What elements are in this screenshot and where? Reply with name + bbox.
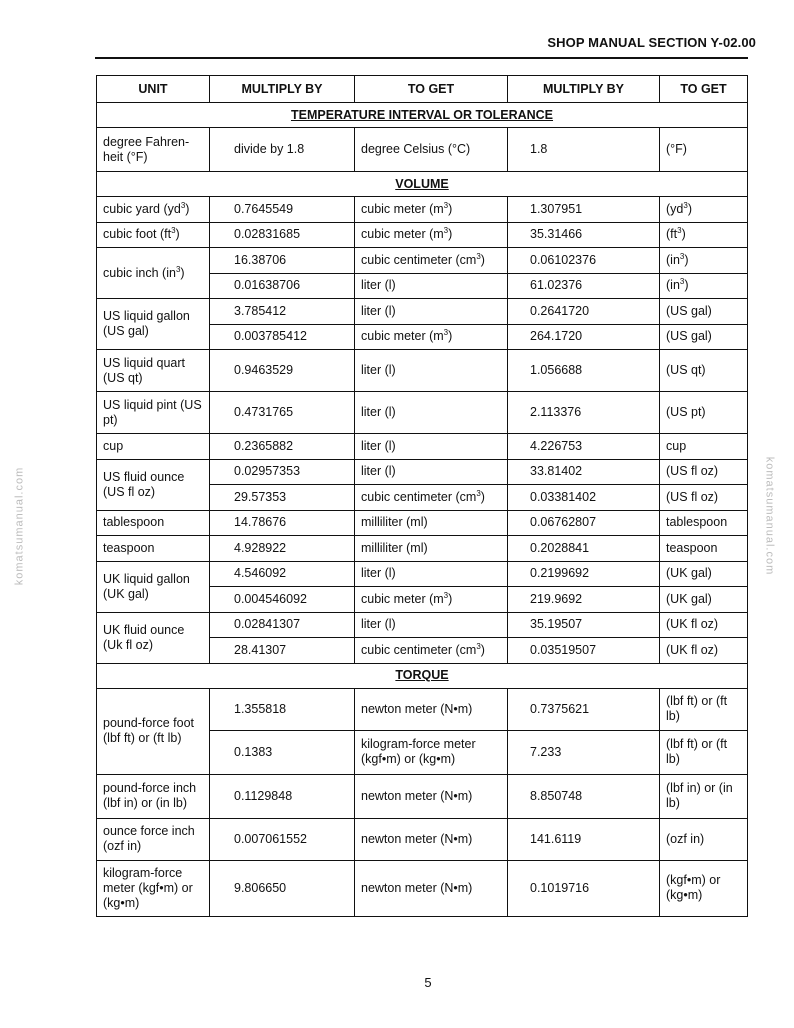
cell-to-get-2: $(in^3)$ — [660, 248, 748, 274]
cell-to-get-2: (US gal) — [660, 299, 748, 325]
cell-to-get: cubic meter $(m^3)$ — [355, 587, 508, 613]
section-header-row — [97, 663, 748, 688]
cell-multiply-by: 0.7645549 — [210, 197, 355, 223]
cell-to-get-2: $(yd^3)$ — [660, 197, 748, 223]
cell-multiply-by-2: 35.19507 — [508, 612, 660, 638]
table-row — [97, 434, 748, 460]
cell-multiply-by: 0.1383 — [210, 730, 355, 774]
cell-to-get-2: (lbf ft) or (ft lb) — [660, 730, 748, 774]
table-row — [97, 350, 748, 392]
watermark-right: komatsumanual.com — [763, 456, 776, 576]
cell-multiply-by: 0.01638706 — [210, 273, 355, 299]
cell-multiply-by-2: 33.81402 — [508, 459, 660, 485]
cell-unit: US liquid pint (US pt) — [97, 392, 210, 434]
cell-to-get: liter (l) — [355, 273, 508, 299]
cell-unit: UK fluid ounce (Uk fl oz) — [97, 612, 210, 663]
table-row — [97, 688, 748, 730]
cell-to-get: cubic meter $(m^3)$ — [355, 324, 508, 350]
table-row — [97, 197, 748, 223]
cell-multiply-by-2: 264.1720 — [508, 324, 660, 350]
page-header-title: SHOP MANUAL SECTION Y-02.00 — [547, 35, 756, 50]
cell-unit: tablespoon — [97, 510, 210, 536]
cell-unit: US fluid ounce (US fl oz) — [97, 459, 210, 510]
cell-to-get-2: (UK fl oz) — [660, 638, 748, 664]
cell-unit: pound-force foot (lbf ft) or (ft lb) — [97, 688, 210, 774]
column-header-to-get: TO GET — [355, 76, 508, 103]
cell-multiply-by: 0.1129848 — [210, 774, 355, 818]
cell-multiply-by-2: 1.8 — [508, 128, 660, 172]
cell-multiply-by-2: 219.9692 — [508, 587, 660, 613]
cell-to-get: liter (l) — [355, 561, 508, 587]
cell-to-get-2: (lbf ft) or (ft lb) — [660, 688, 748, 730]
cell-multiply-by-2: 1.307951 — [508, 197, 660, 223]
cell-multiply-by-2: 35.31466 — [508, 222, 660, 248]
cell-to-get: newton meter (N•m) — [355, 860, 508, 916]
table-row — [97, 510, 748, 536]
cell-unit: cup — [97, 434, 210, 460]
cell-multiply-by-2: 0.2641720 — [508, 299, 660, 325]
cell-to-get: milliliter (ml) — [355, 536, 508, 562]
cell-to-get-2: (US gal) — [660, 324, 748, 350]
cell-to-get-2: (US fl oz) — [660, 485, 748, 511]
cell-multiply-by: 0.9463529 — [210, 350, 355, 392]
cell-unit: degree Fahren-heit (°F) — [97, 128, 210, 172]
cell-multiply-by: 9.806650 — [210, 860, 355, 916]
cell-multiply-by-2: 4.226753 — [508, 434, 660, 460]
cell-to-get: degree Celsius (°C) — [355, 128, 508, 172]
cell-unit: cubic yard $(yd^3)$ — [97, 197, 210, 223]
section-title: VOLUME — [97, 172, 748, 197]
cell-multiply-by: 1.355818 — [210, 688, 355, 730]
table-header — [97, 76, 748, 103]
cell-unit: pound-force inch (lbf in) or (in lb) — [97, 774, 210, 818]
cell-unit: ounce force inch (ozf in) — [97, 818, 210, 860]
table-row — [97, 222, 748, 248]
cell-to-get: kilogram-force meter (kgf•m) or (kg•m) — [355, 730, 508, 774]
cell-to-get: cubic centimeter $(cm^3)$ — [355, 638, 508, 664]
cell-to-get: cubic centimeter $(cm^3)$ — [355, 485, 508, 511]
cell-multiply-by: 3.785412 — [210, 299, 355, 325]
cell-multiply-by: 0.007061552 — [210, 818, 355, 860]
cell-to-get: milliliter (ml) — [355, 510, 508, 536]
section-header-row — [97, 172, 748, 197]
table-row — [97, 299, 748, 325]
cell-to-get-2: cup — [660, 434, 748, 460]
cell-multiply-by-2: 0.7375621 — [508, 688, 660, 730]
cell-multiply-by-2: 7.233 — [508, 730, 660, 774]
cell-to-get-2: (kgf•m) or (kg•m) — [660, 860, 748, 916]
column-header-multiply-by: MULTIPLY BY — [210, 76, 355, 103]
cell-to-get-2: (US fl oz) — [660, 459, 748, 485]
cell-unit: cubic inch $(in^3)$ — [97, 248, 210, 299]
header-divider — [95, 57, 748, 59]
watermark-left: komatsumanual.com — [13, 466, 26, 586]
cell-unit: UK liquid gallon (UK gal) — [97, 561, 210, 612]
cell-to-get: liter (l) — [355, 434, 508, 460]
cell-to-get-2: (US pt) — [660, 392, 748, 434]
page-number: 5 — [424, 975, 432, 990]
cell-multiply-by: 16.38706 — [210, 248, 355, 274]
cell-multiply-by-2: 8.850748 — [508, 774, 660, 818]
cell-multiply-by: 29.57353 — [210, 485, 355, 511]
table-body — [97, 103, 748, 917]
table-row — [97, 459, 748, 485]
table-row — [97, 818, 748, 860]
cell-to-get-2: $(in^3)$ — [660, 273, 748, 299]
table-row — [97, 561, 748, 587]
cell-to-get: newton meter (N•m) — [355, 774, 508, 818]
table-row — [97, 860, 748, 916]
cell-multiply-by-2: 1.056688 — [508, 350, 660, 392]
cell-multiply-by: 0.4731765 — [210, 392, 355, 434]
cell-multiply-by: 0.02841307 — [210, 612, 355, 638]
cell-multiply-by: 0.02957353 — [210, 459, 355, 485]
cell-to-get: liter (l) — [355, 392, 508, 434]
cell-unit: US liquid gallon (US gal) — [97, 299, 210, 350]
table-row — [97, 392, 748, 434]
cell-to-get-2: $(ft^3)$ — [660, 222, 748, 248]
section-header-row — [97, 103, 748, 128]
cell-to-get: cubic centimeter $(cm^3)$ — [355, 248, 508, 274]
table-row — [97, 774, 748, 818]
section-title: TEMPERATURE INTERVAL OR TOLERANCE — [97, 103, 748, 128]
cell-to-get: cubic meter $(m^3)$ — [355, 222, 508, 248]
cell-to-get-2: (UK gal) — [660, 587, 748, 613]
section-title: TORQUE — [97, 663, 748, 688]
cell-multiply-by-2: 0.06762807 — [508, 510, 660, 536]
cell-to-get-2: tablespoon — [660, 510, 748, 536]
cell-to-get: newton meter (N•m) — [355, 688, 508, 730]
cell-multiply-by-2: 141.6119 — [508, 818, 660, 860]
cell-to-get-2: (ozf in) — [660, 818, 748, 860]
cell-to-get-2: (lbf in) or (in lb) — [660, 774, 748, 818]
cell-to-get-2: (UK fl oz) — [660, 612, 748, 638]
cell-multiply-by: 4.546092 — [210, 561, 355, 587]
cell-multiply-by-2: 0.2028841 — [508, 536, 660, 562]
cell-multiply-by: 0.2365882 — [210, 434, 355, 460]
cell-multiply-by-2: 61.02376 — [508, 273, 660, 299]
cell-to-get: liter (l) — [355, 350, 508, 392]
cell-multiply-by-2: 0.03381402 — [508, 485, 660, 511]
cell-to-get-2: (°F) — [660, 128, 748, 172]
cell-to-get: liter (l) — [355, 459, 508, 485]
cell-to-get-2: teaspoon — [660, 536, 748, 562]
column-header-to-get-2: TO GET — [660, 76, 748, 103]
table-row — [97, 248, 748, 274]
cell-to-get: liter (l) — [355, 299, 508, 325]
table-row — [97, 536, 748, 562]
cell-multiply-by: 0.003785412 — [210, 324, 355, 350]
column-header-multiply-by-2: MULTIPLY BY — [508, 76, 660, 103]
conversion-table — [96, 75, 748, 917]
cell-to-get: cubic meter $(m^3)$ — [355, 197, 508, 223]
cell-multiply-by-2: 0.2199692 — [508, 561, 660, 587]
cell-multiply-by: 4.928922 — [210, 536, 355, 562]
table-header-row — [97, 76, 748, 103]
cell-multiply-by: divide by 1.8 — [210, 128, 355, 172]
cell-to-get: liter (l) — [355, 612, 508, 638]
cell-unit: cubic foot $(ft^3)$ — [97, 222, 210, 248]
cell-multiply-by: 28.41307 — [210, 638, 355, 664]
cell-unit: US liquid quart (US qt) — [97, 350, 210, 392]
cell-unit: teaspoon — [97, 536, 210, 562]
column-header-unit: UNIT — [97, 76, 210, 103]
cell-to-get: newton meter (N•m) — [355, 818, 508, 860]
cell-multiply-by: 0.02831685 — [210, 222, 355, 248]
cell-to-get-2: (US qt) — [660, 350, 748, 392]
cell-to-get-2: (UK gal) — [660, 561, 748, 587]
cell-multiply-by-2: 0.06102376 — [508, 248, 660, 274]
table-row — [97, 612, 748, 638]
cell-multiply-by-2: 0.03519507 — [508, 638, 660, 664]
cell-multiply-by-2: 0.1019716 — [508, 860, 660, 916]
table-row — [97, 128, 748, 172]
cell-multiply-by: 14.78676 — [210, 510, 355, 536]
cell-unit: kilogram-force meter (kgf•m) or (kg•m) — [97, 860, 210, 916]
cell-multiply-by: 0.004546092 — [210, 587, 355, 613]
cell-multiply-by-2: 2.113376 — [508, 392, 660, 434]
